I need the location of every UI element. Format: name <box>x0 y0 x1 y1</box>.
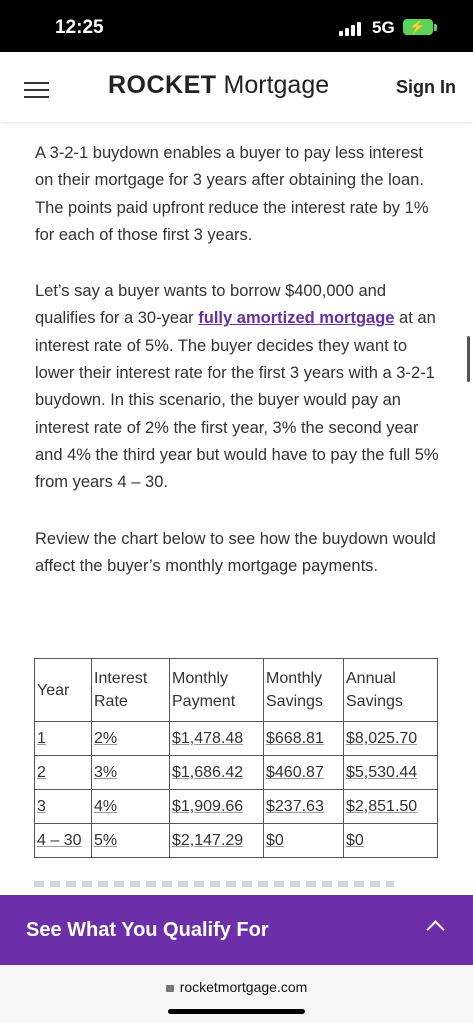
battery-nub <box>434 24 437 31</box>
cell-payment: $2,147.29 <box>170 824 264 858</box>
cell-rate: 4% <box>92 790 170 824</box>
logo-sub: Mortgage <box>223 71 330 99</box>
header-year: Year <box>35 659 92 722</box>
network-type: 5G <box>372 18 395 37</box>
site-header <box>0 52 473 122</box>
sign-in-link[interactable]: Sign In <box>396 77 456 97</box>
cell-annual-savings: $5,530.44 <box>344 756 438 790</box>
cell-monthly-savings: $460.87 <box>264 756 344 790</box>
fully-amortized-mortgage-link[interactable]: fully amortized mortgage <box>198 309 395 328</box>
cell-year: 3 <box>35 790 92 824</box>
cell-year: 4 – 30 <box>35 824 92 858</box>
url-display[interactable] <box>0 979 473 995</box>
logo-brand: ROCKET <box>108 71 217 99</box>
header-monthly-savings: Monthly Savings <box>264 659 344 722</box>
example-text-start: Let’s say a buyer wants to borrow $400,000 and qualifies for a 30-year <box>35 282 387 328</box>
cell-monthly-savings: $237.63 <box>264 790 344 824</box>
paragraph-intro: A 3-2-1 buydown enables a buyer to pay less interest on their mortgage for 3 years after obtaining the loan. The points paid upfront reduce the interest rate by 1% for each of those first 3 years. <box>35 144 429 244</box>
cell-year: 2 <box>35 756 92 790</box>
menu-icon[interactable] <box>24 82 49 99</box>
table-header-row <box>35 659 438 722</box>
status-time: 12:25 <box>55 17 104 38</box>
cell-payment: $1,686.42 <box>170 756 264 790</box>
browser-url-bar[interactable] <box>0 965 473 1023</box>
table-row <box>35 722 438 756</box>
status-bar <box>0 0 473 52</box>
home-indicator[interactable] <box>168 1009 305 1014</box>
table-row <box>35 756 438 790</box>
cell-monthly-savings: $0 <box>264 824 344 858</box>
scrollbar[interactable] <box>467 336 470 382</box>
table-row <box>35 824 438 858</box>
cell-payment: $1,909.66 <box>170 790 264 824</box>
header-interest-rate: Interest Rate <box>92 659 170 722</box>
paragraph-example <box>35 278 440 496</box>
url-text: rocketmortgage.com <box>179 979 308 995</box>
cell-annual-savings: $2,851.50 <box>344 790 438 824</box>
cell-annual-savings: $0 <box>344 824 438 858</box>
cell-annual-savings: $8,025.70 <box>344 722 438 756</box>
cell-rate: 3% <box>92 756 170 790</box>
qualify-cta-bar[interactable] <box>0 895 473 965</box>
article-body <box>35 140 440 609</box>
signal-icon <box>339 22 363 36</box>
example-text-end: at an interest rate of 5%. The buyer decides they want to lower their interest rate for the first 3 years with a 3-2-1 buydown. In this scenario, the buyer would pay an interest rate of 2% the first year, 3% the second year and 4% the third year but would have to pay the full 5% from years 4 – 30. <box>35 309 439 492</box>
cell-monthly-savings: $668.81 <box>264 722 344 756</box>
charging-icon: ⚡ <box>409 19 426 34</box>
clipped-text-line <box>34 881 394 887</box>
header-annual-savings: Annual Savings <box>344 659 438 722</box>
cell-year: 1 <box>35 722 92 756</box>
cell-rate: 2% <box>92 722 170 756</box>
logo[interactable] <box>108 71 329 100</box>
lock-icon <box>166 985 174 992</box>
qualify-cta-label: See What You Qualify For <box>26 919 269 941</box>
cell-payment: $1,478.48 <box>170 722 264 756</box>
buydown-table <box>34 658 438 858</box>
table-row <box>35 790 438 824</box>
header-monthly-payment: Monthly Payment <box>170 659 264 722</box>
chevron-up-icon[interactable] <box>426 920 444 938</box>
cell-rate: 5% <box>92 824 170 858</box>
paragraph-chart-intro: Review the chart below to see how the buydown would affect the buyer’s monthly mortgage payments. <box>35 529 436 575</box>
